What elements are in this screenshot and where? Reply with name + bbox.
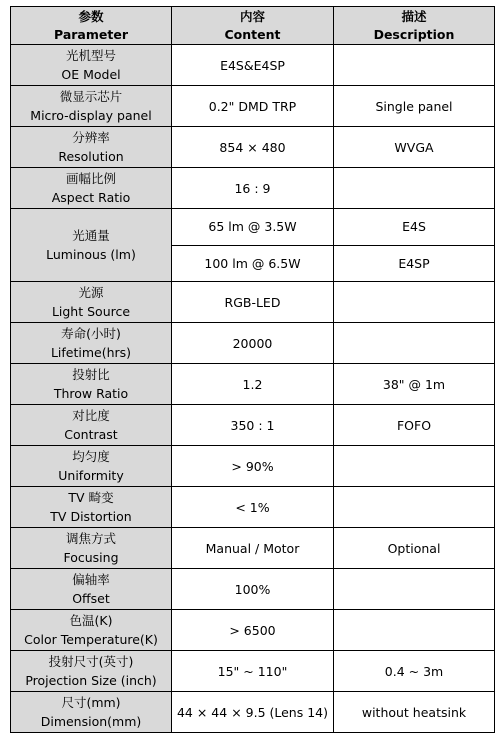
parameter-en: Aspect Ratio xyxy=(51,190,131,205)
content-cell: 20000 xyxy=(172,323,334,364)
description-cell: Optional xyxy=(334,528,495,569)
description-cell: without heatsink xyxy=(334,692,495,733)
content-cell: 1.2 xyxy=(172,364,334,405)
content-cell: 0.2" DMD TRP xyxy=(172,86,334,127)
spec-table xyxy=(10,6,495,733)
parameter-zh: 光机型号 xyxy=(65,48,116,63)
parameter-zh: 均匀度 xyxy=(72,449,110,464)
table-row xyxy=(11,86,495,127)
parameter-zh: 光通量 xyxy=(72,228,110,243)
parameter-cell xyxy=(11,528,172,569)
parameter-zh: 投射比 xyxy=(72,367,110,382)
description-cell: E4SP xyxy=(334,245,495,282)
table-body xyxy=(11,45,495,733)
parameter-en: Offset xyxy=(72,591,110,606)
table-row xyxy=(11,528,495,569)
table-row xyxy=(11,405,495,446)
parameter-zh: 调焦方式 xyxy=(65,531,116,546)
parameter-zh: 寿命(小时) xyxy=(61,326,121,341)
content-cell: < 1% xyxy=(172,487,334,528)
parameter-en: Lifetime(hrs) xyxy=(50,345,132,360)
content-cell: Manual / Motor xyxy=(172,528,334,569)
parameter-zh: 光源 xyxy=(78,285,104,300)
parameter-zh: 色温(K) xyxy=(69,613,113,628)
parameter-cell xyxy=(11,405,172,446)
header-description xyxy=(334,7,495,45)
header-row xyxy=(11,7,495,45)
header-content-en: Content xyxy=(224,26,281,42)
parameter-cell xyxy=(11,446,172,487)
parameter-cell xyxy=(11,127,172,168)
content-cell: 100 lm @ 6.5W xyxy=(172,245,334,282)
parameter-en: Throw Ratio xyxy=(53,386,129,401)
content-cell: 15" ~ 110" xyxy=(172,651,334,692)
header-description-zh: 描述 xyxy=(401,8,427,24)
content-cell: 100% xyxy=(172,569,334,610)
description-cell xyxy=(334,446,495,487)
description-cell xyxy=(334,610,495,651)
table-row xyxy=(11,168,495,209)
parameter-cell xyxy=(11,569,172,610)
table-row xyxy=(11,692,495,733)
description-cell: FOFO xyxy=(334,405,495,446)
table-row xyxy=(11,487,495,528)
parameter-zh: 微显示芯片 xyxy=(59,89,123,104)
parameter-en: Focusing xyxy=(63,550,119,565)
description-cell xyxy=(334,45,495,86)
parameter-en: Uniformity xyxy=(58,468,124,483)
description-cell: Single panel xyxy=(334,86,495,127)
parameter-en: Resolution xyxy=(58,149,124,164)
parameter-cell xyxy=(11,86,172,127)
table-row xyxy=(11,364,495,405)
header-parameter-en: Parameter xyxy=(54,26,128,42)
content-cell: 44 × 44 × 9.5 (Lens 14) xyxy=(172,692,334,733)
parameter-cell xyxy=(11,487,172,528)
parameter-zh: 分辨率 xyxy=(72,130,110,145)
header-content-zh: 内容 xyxy=(239,8,265,24)
parameter-cell xyxy=(11,692,172,733)
parameter-en: Dimension(mm) xyxy=(40,714,142,729)
parameter-zh: 画幅比例 xyxy=(65,171,116,186)
parameter-en: TV Distortion xyxy=(50,509,132,524)
table-row xyxy=(11,323,495,364)
table-row xyxy=(11,209,495,246)
parameter-cell xyxy=(11,209,172,282)
table-row xyxy=(11,651,495,692)
header-description-en: Description xyxy=(373,26,455,42)
description-cell: 38" @ 1m xyxy=(334,364,495,405)
parameter-cell xyxy=(11,364,172,405)
parameter-en: Micro-display panel xyxy=(30,108,152,123)
parameter-cell xyxy=(11,168,172,209)
parameter-cell xyxy=(11,651,172,692)
description-cell xyxy=(334,323,495,364)
parameter-cell xyxy=(11,610,172,651)
content-cell: > 90% xyxy=(172,446,334,487)
parameter-zh: 偏轴率 xyxy=(72,572,110,587)
parameter-en: Projection Size (inch) xyxy=(25,673,157,688)
parameter-en: OE Model xyxy=(61,67,121,82)
content-cell: > 6500 xyxy=(172,610,334,651)
table-row xyxy=(11,569,495,610)
parameter-en: Color Temperature(K) xyxy=(24,632,158,647)
table-header xyxy=(11,7,495,45)
parameter-zh: 投射尺寸(英寸) xyxy=(48,654,134,669)
description-cell: E4S xyxy=(334,209,495,246)
content-cell: E4S&E4SP xyxy=(172,45,334,86)
description-cell xyxy=(334,168,495,209)
parameter-zh: TV 畸变 xyxy=(68,490,114,505)
table-row xyxy=(11,127,495,168)
header-content xyxy=(172,7,334,45)
header-parameter-zh: 参数 xyxy=(78,8,104,24)
table-row xyxy=(11,446,495,487)
parameter-en: Light Source xyxy=(51,304,131,319)
content-cell: 350 : 1 xyxy=(172,405,334,446)
table-row xyxy=(11,610,495,651)
content-cell: RGB-LED xyxy=(172,282,334,323)
content-cell: 854 × 480 xyxy=(172,127,334,168)
parameter-cell xyxy=(11,45,172,86)
content-cell: 16 : 9 xyxy=(172,168,334,209)
parameter-cell xyxy=(11,323,172,364)
description-cell: 0.4 ~ 3m xyxy=(334,651,495,692)
header-parameter xyxy=(11,7,172,45)
table-row xyxy=(11,45,495,86)
parameter-zh: 对比度 xyxy=(72,408,110,423)
content-cell: 65 lm @ 3.5W xyxy=(172,209,334,246)
description-cell: WVGA xyxy=(334,127,495,168)
parameter-en: Contrast xyxy=(64,427,118,442)
description-cell xyxy=(334,487,495,528)
parameter-en: Luminous (lm) xyxy=(46,247,136,262)
description-cell xyxy=(334,569,495,610)
description-cell xyxy=(334,282,495,323)
parameter-cell xyxy=(11,282,172,323)
table-row xyxy=(11,282,495,323)
parameter-zh: 尺寸(mm) xyxy=(61,695,121,710)
